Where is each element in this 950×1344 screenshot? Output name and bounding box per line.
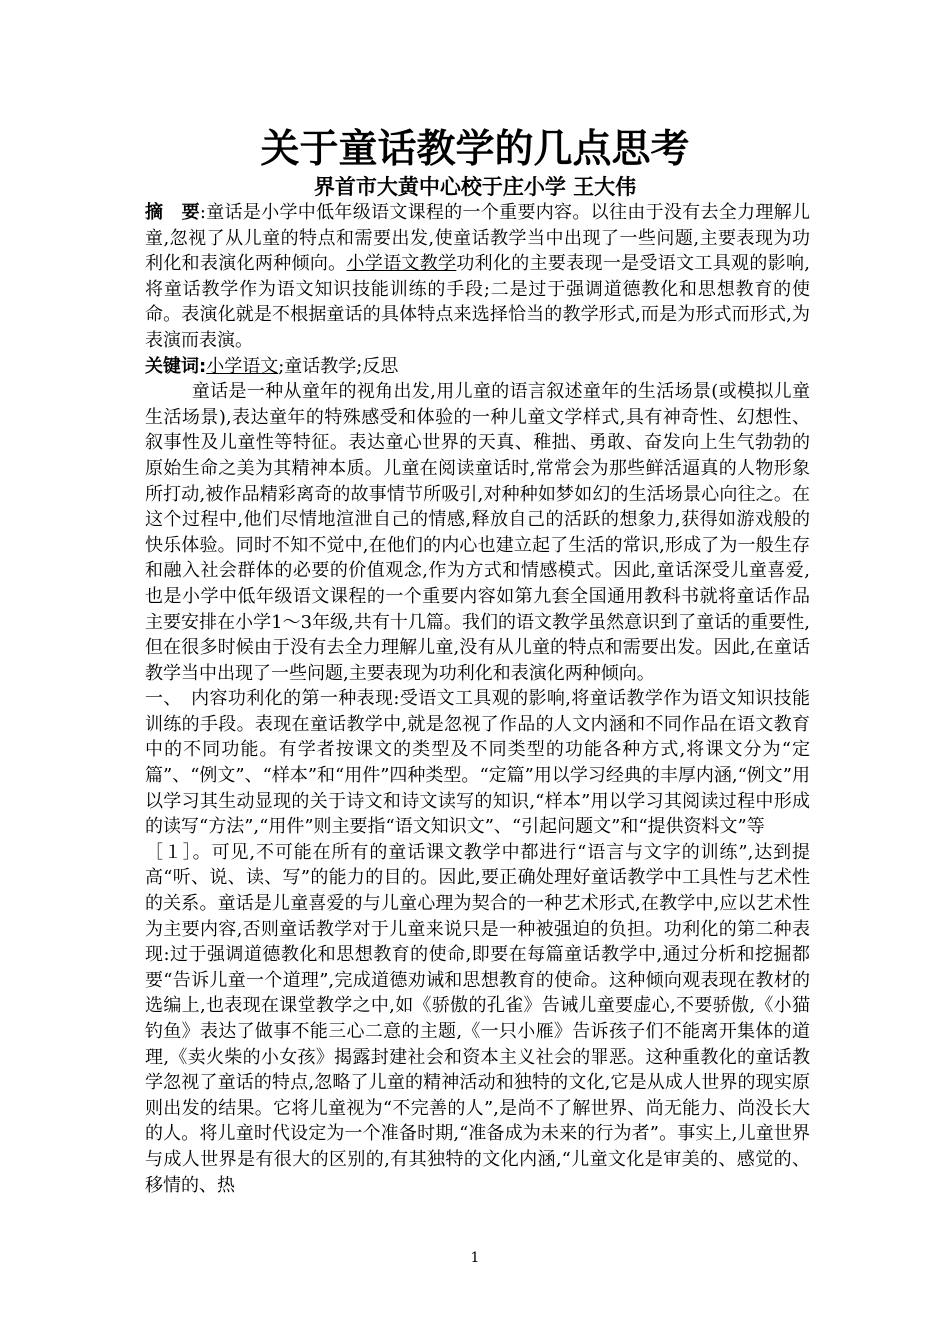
- body-paragraph-section-one: 一、 内容功利化的第一种表现:受语文工具观的影响,将童话教学作为语文知识技能训练的手段。表现在童话教学中,就是忽视了作品的人文内涵和不同作品在语文教育中的不同功能。有学者按课文的类型及不同类型的功能各种方式,将课文分为“定篇”、“例文”、“样本”和“用件”四种类型。“定篇”用以学习经典的丰厚内涵,“例文”用以学习其生动显现的关于诗文和诗文读写的知识,“样本”用以学习其阅读过程中形成的读写“方法”,“用件”则主要指“语文知识文”、“引起问题文”和“提供资料文”等: [145, 688, 810, 838]
- document-title: 关于童话教学的几点思考: [260, 127, 690, 172]
- keywords-colon: :: [199, 355, 207, 377]
- abstract-label: 摘 要: [145, 202, 200, 223]
- abstract-text-part2: 功利化的主要表现一是受语文工具观的影响,将童话教学作为语文知识技能训练的手段;二是过于强调道德教化和思想教育的使命。表演化就是不根据童话的具体特点来选择恰当的教学形式,而是为形式而形式,为表演而表演。: [145, 253, 811, 351]
- keywords-paragraph: [145, 354, 810, 380]
- abstract-paragraph: [145, 200, 810, 354]
- abstract-text-part1: :童话是小学中低年级语文课程的一个重要内容。以往由于没有去全力理解儿童,忽视了从儿童的特点和需要出发,使童话教学当中出现了一些问题,主要表现为功利化和表演化两种倾向。: [145, 202, 811, 275]
- keywords-link[interactable]: 小学语文: [206, 355, 279, 377]
- body-paragraph-continuation: ［１］。可见,不可能在所有的童话课文教学中都进行“语言与文字的训练”,达到提高“听、说、读、写”的能力的目的。因此,要正确处理好童话教学中工具性与艺术性的关系。童话是儿童喜爱的与儿童心理为契合的一种艺术形式,在教学中,应以艺术性为主要内容,否则童话教学对于儿童来说只是一种被强迫的负担。功利化的第二种表现:过于强调道德教化和思想教育的使命,即要在每篇童话教学中,通过分析和挖掘都要“告诉儿童一个道理”,完成道德劝诫和思想教育的使命。这种倾向观表现在教材的选编上,也表现在课堂教学之中,如《骄傲的孔雀》告诫儿童要虚心,不要骄傲,《小猫钓鱼》表达了做事不能三心二意的主题,《一只小雁》告诉孩子们不能离开集体的道理,《卖火柴的小女孩》揭露封建社会和资本主义社会的罪恶。这种重教化的童话教学忽视了童话的特点,忽略了儿童的精神活动和独特的文化,它是从成人世界的现实原则出发的结果。它将儿童视为“不完善的人”,是尚不了解世界、尚无能力、尚没长大的人。将儿童时代设定为一个准备时期,“准备成为未来的行为者”。事实上,儿童世界与成人世界是有很大的区别的,有其独特的文化内涵,“儿童文化是审美的、感觉的、移情的、热: [145, 841, 810, 1196]
- body-paragraph-intro: 童话是一种从童年的视角出发,用儿童的语言叙述童年的生活场景(或模拟儿童生活场景),表达童年的特殊感受和体验的一种儿童文学样式,具有神奇性、幻想性、叙事性及儿童性等特征。表达童心世界的天真、稚拙、勇敢、奋发向上生气勃勃的原始生命之美为其精神本质。儿童在阅读童话时,常常会为那些鲜活逼真的人物形象所打动,被作品精彩离奇的故事情节所吸引,对种种如梦如幻的生活场景心向往之。在这个过程中,他们尽情地渲泄自己的情感,释放自己的活跃的想象力,获得如游戏般的快乐体验。同时不知不觉中,在他们的内心也建立起了生活的常识,形成了为一般生存和融入社会群体的必要的价值观念,作为方式和情感模式。因此,童话深受儿童喜爱,也是小学中低年级语文课程的一个重要内容如第九套全国通用教科书就将童话作品主要安排在小学1～3年级,共有十几篇。我们的语文教学虽然意识到了童话的重要性,但在很多时候由于没有去全力理解儿童,没有从儿童的特点和需要出发。因此,在童话教学当中出现了一些问题,主要表现为功利化和表演化两种倾向。: [145, 381, 810, 684]
- keywords-rest: ;童话教学;反思: [278, 355, 399, 377]
- author-line: 界首市大黄中心校于庄小学 王大伟: [313, 175, 637, 199]
- abstract-link[interactable]: 小学语文教学: [346, 253, 457, 275]
- document-body: [145, 200, 810, 1198]
- keywords-label: 关键词: [145, 355, 199, 377]
- page-number: 1: [470, 1250, 480, 1266]
